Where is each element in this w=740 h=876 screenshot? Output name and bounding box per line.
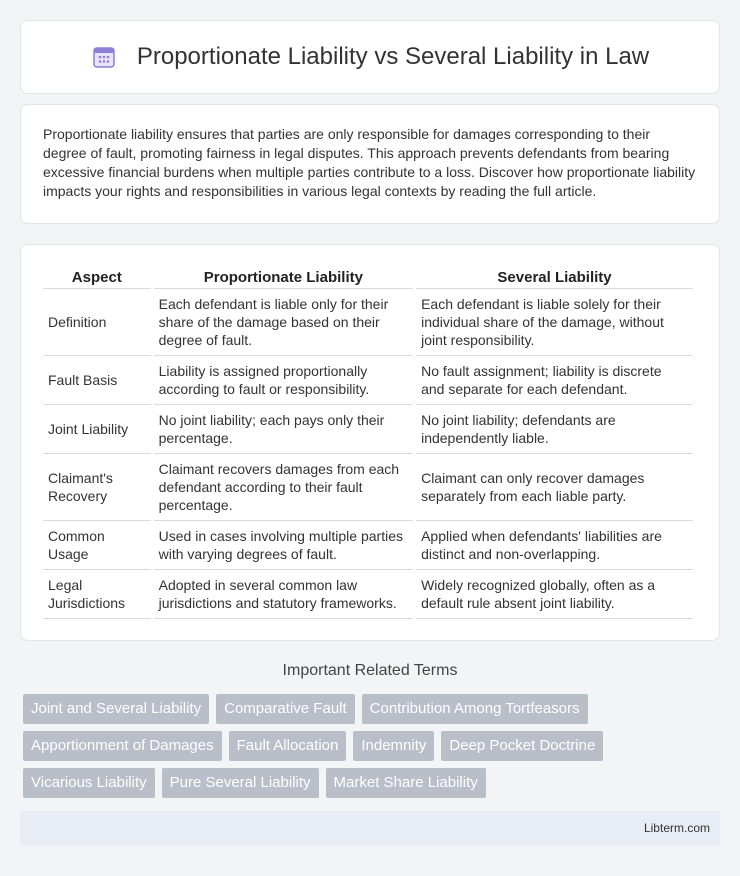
tag-fault-allocation[interactable]: Fault Allocation	[229, 731, 347, 761]
cell-several: Applied when defendants' liabilities are distinct and non-overlapping.	[416, 521, 693, 570]
cell-aspect: Legal Jurisdictions	[43, 570, 151, 619]
table-row	[43, 356, 693, 405]
intro-card	[20, 104, 720, 224]
tag-row	[23, 731, 723, 761]
footer	[20, 811, 720, 846]
cell-proportionate: Claimant recovers damages from each defendant according to their fault percentage.	[154, 454, 413, 521]
tag-joint-and-several-liability[interactable]: Joint and Several Liability	[23, 694, 209, 724]
header-proportionate: Proportionate Liability	[154, 265, 413, 289]
tag-contribution-among-tortfeasors[interactable]: Contribution Among Tortfeasors	[362, 694, 588, 724]
table-row	[43, 289, 693, 356]
cell-several: Claimant can only recover damages separately from each liable party.	[416, 454, 693, 521]
table-row	[43, 521, 693, 570]
header-aspect: Aspect	[43, 265, 151, 289]
tag-vicarious-liability[interactable]: Vicarious Liability	[23, 768, 155, 798]
cell-aspect: Definition	[43, 289, 151, 356]
cell-several: Each defendant is liable solely for their individual share of the damage, without joint responsibility.	[416, 289, 693, 356]
page-title: Proportionate Liability vs Several Liability in Law	[136, 43, 650, 70]
title-card	[20, 20, 720, 94]
tag-row	[23, 768, 723, 798]
calendar-icon	[91, 44, 117, 70]
table-header-row	[43, 265, 693, 289]
tag-deep-pocket-doctrine[interactable]: Deep Pocket Doctrine	[441, 731, 603, 761]
footer-site-link[interactable]: Libterm.com	[643, 821, 710, 835]
related-terms-title: Important Related Terms	[282, 662, 458, 679]
cell-several: Widely recognized globally, often as a default rule absent joint liability.	[416, 570, 693, 619]
related-terms-tags	[23, 694, 723, 805]
tag-row	[23, 694, 723, 724]
table-row	[43, 454, 693, 521]
tag-pure-several-liability[interactable]: Pure Several Liability	[162, 768, 319, 798]
cell-proportionate: Liability is assigned proportionally according to fault or responsibility.	[154, 356, 413, 405]
header-several: Several Liability	[416, 265, 693, 289]
cell-several: No fault assignment; liability is discrete and separate for each defendant.	[416, 356, 693, 405]
cell-several: No joint liability; defendants are independently liable.	[416, 405, 693, 454]
cell-aspect: Joint Liability	[43, 405, 151, 454]
table-row	[43, 570, 693, 619]
intro-text: Proportionate liability ensures that parties are only responsible for damages corresponding to their degree of fault, promoting fairness in legal disputes. This approach prevents defendants from bearing excessive financial burdens when multiple parties contribute to a loss. Discover how proportionate liability impacts your rights and responsibilities in various legal contexts by reading the full article.	[43, 126, 696, 199]
cell-aspect: Common Usage	[43, 521, 151, 570]
cell-proportionate: No joint liability; each pays only their percentage.	[154, 405, 413, 454]
cell-proportionate: Each defendant is liable only for their share of the damage based on their degree of fault.	[154, 289, 413, 356]
tag-indemnity[interactable]: Indemnity	[353, 731, 434, 761]
comparison-table-card	[20, 244, 720, 641]
tag-market-share-liability[interactable]: Market Share Liability	[326, 768, 486, 798]
table-row	[43, 405, 693, 454]
cell-aspect: Claimant's Recovery	[43, 454, 151, 521]
cell-aspect: Fault Basis	[43, 356, 151, 405]
comparison-table	[40, 265, 696, 619]
cell-proportionate: Used in cases involving multiple parties with varying degrees of fault.	[154, 521, 413, 570]
tag-apportionment-of-damages[interactable]: Apportionment of Damages	[23, 731, 222, 761]
cell-proportionate: Adopted in several common law jurisdictions and statutory frameworks.	[154, 570, 413, 619]
tag-comparative-fault[interactable]: Comparative Fault	[216, 694, 355, 724]
